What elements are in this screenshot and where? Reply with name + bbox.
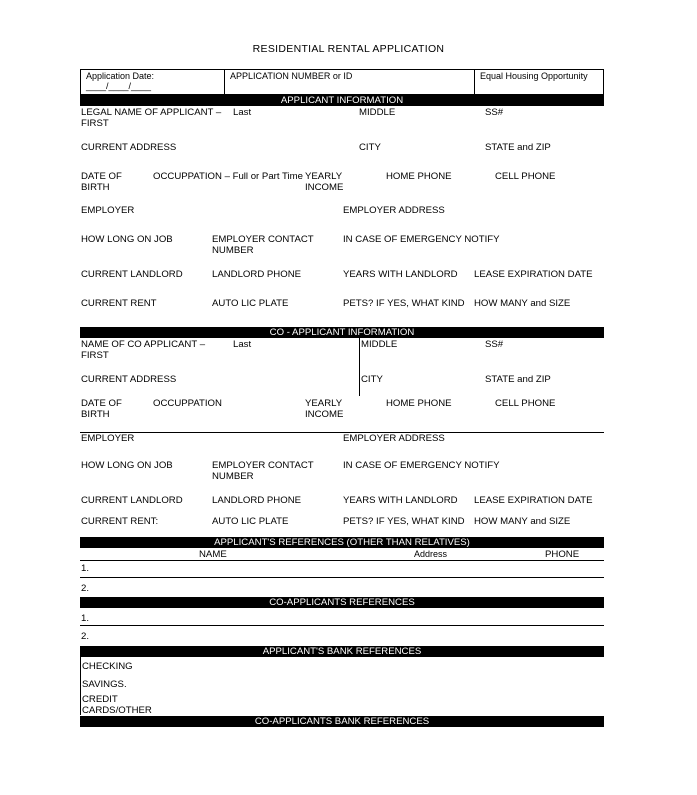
application-header-box (80, 69, 604, 95)
co-applicant-name-label: NAME OF CO APPLICANT – FIRST (81, 339, 206, 362)
applicant-last-label: Last (233, 107, 252, 118)
applicant-employer-address-label: EMPLOYER ADDRESS (343, 205, 445, 216)
applicant-lease-exp-label: LEASE EXPIRATION DATE (474, 269, 593, 280)
application-date-label: Application Date: (86, 71, 155, 81)
co-applicant-occupation-label: OCCUPPATION (153, 398, 222, 409)
applicant-current-landlord-label: CURRENT LANDLORD (81, 269, 183, 280)
applicant-information-bar: APPLICANT INFORMATION (80, 95, 604, 106)
applicant-bank-references-bar: APPLICANT'S BANK REFERENCES (80, 646, 604, 657)
bank-checking-label[interactable]: CHECKING (82, 661, 133, 672)
co-applicant-current-landlord-label: CURRENT LANDLORD (81, 495, 183, 506)
applicant-employer-label: EMPLOYER (81, 205, 135, 216)
co-applicant-how-many-label: HOW MANY and SIZE (474, 516, 571, 527)
applicant-emergency-label: IN CASE OF EMERGENCY NOTIFY (343, 234, 500, 245)
applicant-references-bar: APPLICANT'S REFERENCES (OTHER THAN RELATIVES) (80, 537, 604, 548)
applicant-middle-label: MIDDLE (359, 107, 396, 118)
co-applicant-bank-references-bar: CO-APPLICANTS BANK REFERENCES (80, 716, 604, 727)
co-applicant-pets-label: PETS? IF YES, WHAT KIND (343, 516, 465, 527)
applicant-landlord-phone-label: LANDLORD PHONE (212, 269, 302, 280)
applicant-reference-1[interactable]: 1. (81, 563, 90, 574)
co-applicant-state-zip-label: STATE and ZIP (485, 374, 551, 385)
applicant-dob-label: DATE OF BIRTH (81, 171, 122, 194)
co-applicant-lease-exp-label: LEASE EXPIRATION DATE (474, 495, 593, 506)
co-applicant-information-bar: CO - APPLICANT INFORMATION (80, 327, 604, 338)
applicant-home-phone-label: HOME PHONE (386, 171, 452, 182)
applicant-current-rent-label: CURRENT RENT (81, 298, 157, 309)
applicant-legal-name-label: LEGAL NAME OF APPLICANT – FIRST (81, 107, 222, 130)
applicant-employer-contact-label: EMPLOYER CONTACT NUMBER (212, 234, 314, 257)
co-applicant-current-address-label: CURRENT ADDRESS (81, 374, 177, 385)
co-applicant-employer-address-label: EMPLOYER ADDRESS (343, 433, 445, 444)
applicant-years-landlord-label: YEARS WITH LANDLORD (343, 269, 458, 280)
co-applicant-middle-label: MIDDLE (361, 339, 398, 350)
equal-housing-cell (475, 70, 603, 94)
applicant-state-zip-label: STATE and ZIP (485, 142, 551, 153)
applicant-pets-label: PETS? IF YES, WHAT KIND (343, 298, 465, 309)
applicant-auto-plate-label: AUTO LIC PLATE (212, 298, 289, 309)
co-applicant-auto-plate-label: AUTO LIC PLATE (212, 516, 289, 527)
co-applicant-landlord-phone-label: LANDLORD PHONE (212, 495, 302, 506)
co-applicant-employer-rule (80, 432, 604, 433)
application-number-label: APPLICATION NUMBER or ID (230, 71, 353, 81)
co-applicant-reference-1[interactable]: 1. (81, 613, 90, 624)
references-name-header: NAME (199, 549, 227, 560)
co-applicant-years-landlord-label: YEARS WITH LANDLORD (343, 495, 458, 506)
co-applicant-ss-label: SS# (485, 339, 504, 350)
applicant-city-label: CITY (359, 142, 381, 153)
applicant-how-many-label: HOW MANY and SIZE (474, 298, 571, 309)
applicant-yearly-income-label: YEARLY INCOME (305, 171, 344, 194)
applicant-reference-1-rule (80, 577, 604, 578)
applicant-how-long-label: HOW LONG ON JOB (81, 234, 173, 245)
co-applicant-reference-2[interactable]: 2. (81, 631, 90, 642)
co-applicant-last-label: Last (233, 339, 252, 350)
co-applicant-employer-contact-label: EMPLOYER CONTACT NUMBER (212, 460, 314, 483)
bank-credit-cards-label[interactable]: CREDIT CARDS/OTHER (82, 694, 152, 717)
references-address-header: Address (414, 549, 448, 559)
references-phone-header: PHONE (545, 549, 580, 560)
applicant-cell-phone-label: CELL PHONE (495, 171, 556, 182)
co-applicant-reference-1-rule (80, 625, 604, 626)
application-date-cell[interactable] (81, 70, 225, 94)
co-applicant-current-rent-label: CURRENT RENT: (81, 516, 159, 527)
co-applicant-cell-phone-label: CELL PHONE (495, 398, 556, 409)
references-header-rule (80, 560, 604, 561)
co-applicant-references-bar: CO-APPLICANTS REFERENCES (80, 597, 604, 608)
bank-savings-label[interactable]: SAVINGS. (82, 679, 127, 690)
applicant-ss-label: SS# (485, 107, 504, 118)
applicant-current-address-label: CURRENT ADDRESS (81, 142, 177, 153)
co-applicant-city-label: CITY (361, 374, 383, 385)
co-applicant-how-long-label: HOW LONG ON JOB (81, 460, 173, 471)
application-number-cell[interactable] (225, 70, 475, 94)
co-applicant-home-phone-label: HOME PHONE (386, 398, 452, 409)
co-applicant-emergency-label: IN CASE OF EMERGENCY NOTIFY (343, 460, 500, 471)
equal-housing-label: Equal Housing Opportunity (480, 71, 588, 81)
co-applicant-employer-label: EMPLOYER (81, 433, 135, 444)
co-applicant-yearly-income-label: YEARLY INCOME (305, 398, 344, 421)
applicant-reference-2[interactable]: 2. (81, 583, 90, 594)
application-date-blank: ____/____/____ (86, 81, 152, 92)
co-applicant-dob-label: DATE OF BIRTH (81, 398, 122, 421)
applicant-occupation-label: OCCUPPATION – Full or Part Time (153, 171, 303, 182)
form-title: RESIDENTIAL RENTAL APPLICATION (252, 43, 445, 55)
co-applicant-divider (359, 338, 360, 396)
bank-references-left-rule (80, 657, 81, 715)
